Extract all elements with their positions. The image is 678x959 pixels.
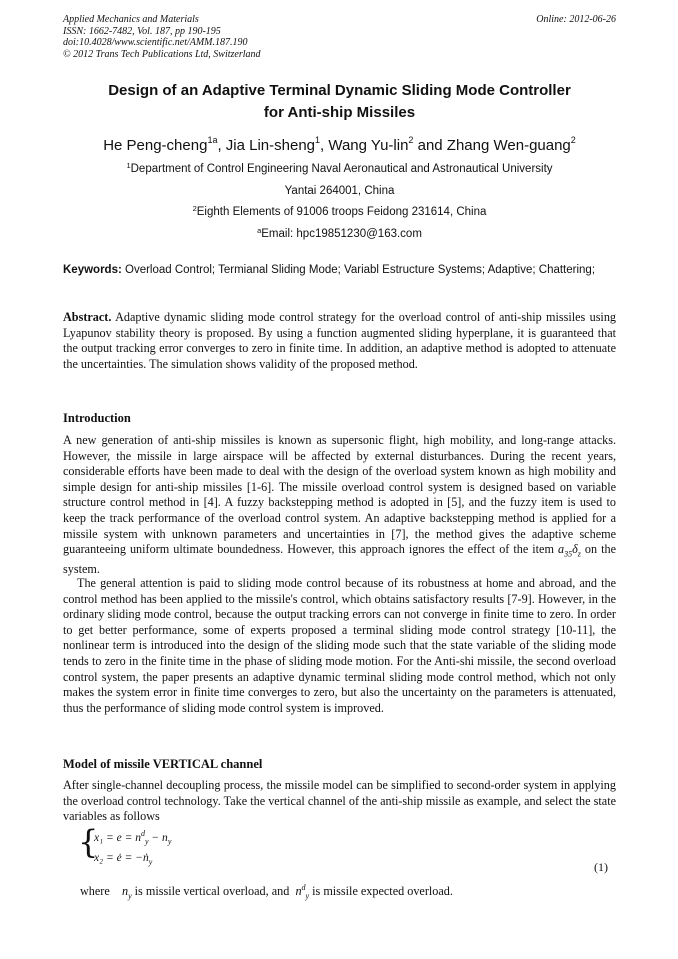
abstract <box>63 310 616 372</box>
intro-p1-text: A new generation of anti-ship missiles is known as supersonic flight, high mobility, and long-range attacks. However, the missile in large airspace will be affected by external disturbances. During the recent years, considerable efforts have been made to deal with the design of the overload system known as high mobility and simple design for anti-ship missiles [1-6]. The missile overload control system is designed based on variable structure control method in [4]. A fuzzy backstepping method is adopted in [5], and the fuzzy item is used to keep the track performance of the overload control system. An adaptive backstepping method is applied for a missile system with unknown parameters and uncertainties in [7], the method gives the adaptive scheme guaranteeing uniform ultimate boundedness. However, this approach ignores the effect of the item <box>63 433 616 557</box>
journal-name: Applied Mechanics and Materials <box>63 14 199 25</box>
title-line-2: for Anti-ship Missiles <box>263 104 416 121</box>
author-3: , Wang Yu-lin <box>320 137 409 154</box>
model-paragraph-1: After single-channel decoupling process, the missile model can be simplified to second-order system in applying the overload control technology. Take the vertical channel of the anti-ship missile as example, and select the state variables as follows <box>63 778 616 824</box>
paper-title <box>63 80 616 124</box>
issn-line: ISSN: 1662-7482, Vol. 187, pp 190-195 <box>63 25 221 37</box>
email-text: Email: hpc19851230@163.com <box>261 228 422 240</box>
abstract-text: Adaptive dynamic sliding mode control strategy for the overload control of anti-ship missiles using Lyapunov stability theory is proposed. By using a function augmented sliding hyperplane, it is guaranteed that the output tracking error converges to zero in finite time. In addition, an adaptive method is adopted to attenuate the uncertainties. The simulation shows validity of the proposed method. <box>63 310 617 371</box>
equation-line-2: x₂ = ė = −ṅ$_y$ <box>94 852 153 867</box>
equation-brace: { <box>78 823 99 861</box>
author-3-sup: 2 <box>408 135 414 145</box>
model-heading: Model of missile VERTICAL channel <box>63 757 263 771</box>
introduction-paragraph-1 <box>63 433 616 578</box>
author-1: He Peng-cheng <box>103 137 208 154</box>
affiliation-1-city: Yantai 264001, China <box>284 185 395 197</box>
introduction-heading: Introduction <box>63 411 131 425</box>
title-line-1: Design of an Adaptive Terminal Dynamic Sliding Mode Controller <box>108 82 571 99</box>
affiliation-2-text: Eighth Elements of 91006 troops Feidong 231614, China <box>196 206 487 218</box>
equation-line-1: $x_1 = e = n^d_y - n_y$ <box>94 829 172 847</box>
copyright-line: © 2012 Trans Tech Publications Ltd, Switzerland <box>63 48 261 60</box>
affiliation-1-text: Department of Control Engineering Naval Aeronautical and Astronautical University <box>130 163 553 175</box>
author-4-sup: 2 <box>570 135 576 145</box>
intro-p1-end: on the system. <box>63 542 617 577</box>
where-nyd: $n^d_y$ <box>295 883 310 901</box>
email-sup: a <box>257 226 262 235</box>
author-4: and Zhang Wen-guang <box>413 137 571 154</box>
affiliation-2-sup: 2 <box>192 204 197 213</box>
online-date: Online: 2012-06-26 <box>536 14 616 25</box>
page-header <box>63 14 616 60</box>
doi-line: doi:10.4028/www.scientific.net/AMM.187.190 <box>63 37 248 48</box>
email-line <box>63 228 616 240</box>
intro-p1-math: $a_{35}\delta_z$ <box>557 542 581 559</box>
author-2-sup: 1 <box>315 135 321 145</box>
abstract-label: Abstract. <box>63 310 112 324</box>
where-ny: $n_y$ <box>121 884 132 901</box>
affiliation-1-sup: 1 <box>126 161 131 170</box>
affiliation-2 <box>63 206 616 218</box>
where-clause: where $n_y$ is missile vertical overload, and $n^d_y$ is missile expected overload. <box>80 883 453 901</box>
keywords-text: Overload Control; Termianal Sliding Mode; Variabl Estructure Systems; Adaptive; Chattering; <box>125 264 596 276</box>
author-2: , Jia Lin-sheng <box>217 137 316 154</box>
author-list <box>63 137 616 154</box>
affiliation-1 <box>63 163 616 175</box>
author-1-sup: 1a <box>207 135 218 145</box>
keywords-label: Keywords: <box>63 264 122 276</box>
keywords <box>63 262 616 278</box>
introduction-paragraph-2: The general attention is paid to sliding mode control because of its robustness at home and abroad, and the control method has been applied to the missile's control, which obtains satisfactory results [7-9]. However, in the ordinary sliding mode control, because the output tracking errors can not converge in finite time to zero. In order to get better performance, some of experts proposed a terminal sliding mode control strategy [10-11], the nonlinear term is introduced into the design of the sliding mode such that the state variable of the sliding mode tends to zero in the finite time in the phase of sliding mode motion. For the Anti-shi missile, the second overload control system, the paper presents an adaptive dynamic terminal sliding mode control method, which not only makes the system error in finite time converges to zero, but also the uncertainty on the parameters is attenuated, thus the performance of sliding mode control system is improved. <box>63 576 616 715</box>
equation-number: (1) <box>594 860 608 874</box>
